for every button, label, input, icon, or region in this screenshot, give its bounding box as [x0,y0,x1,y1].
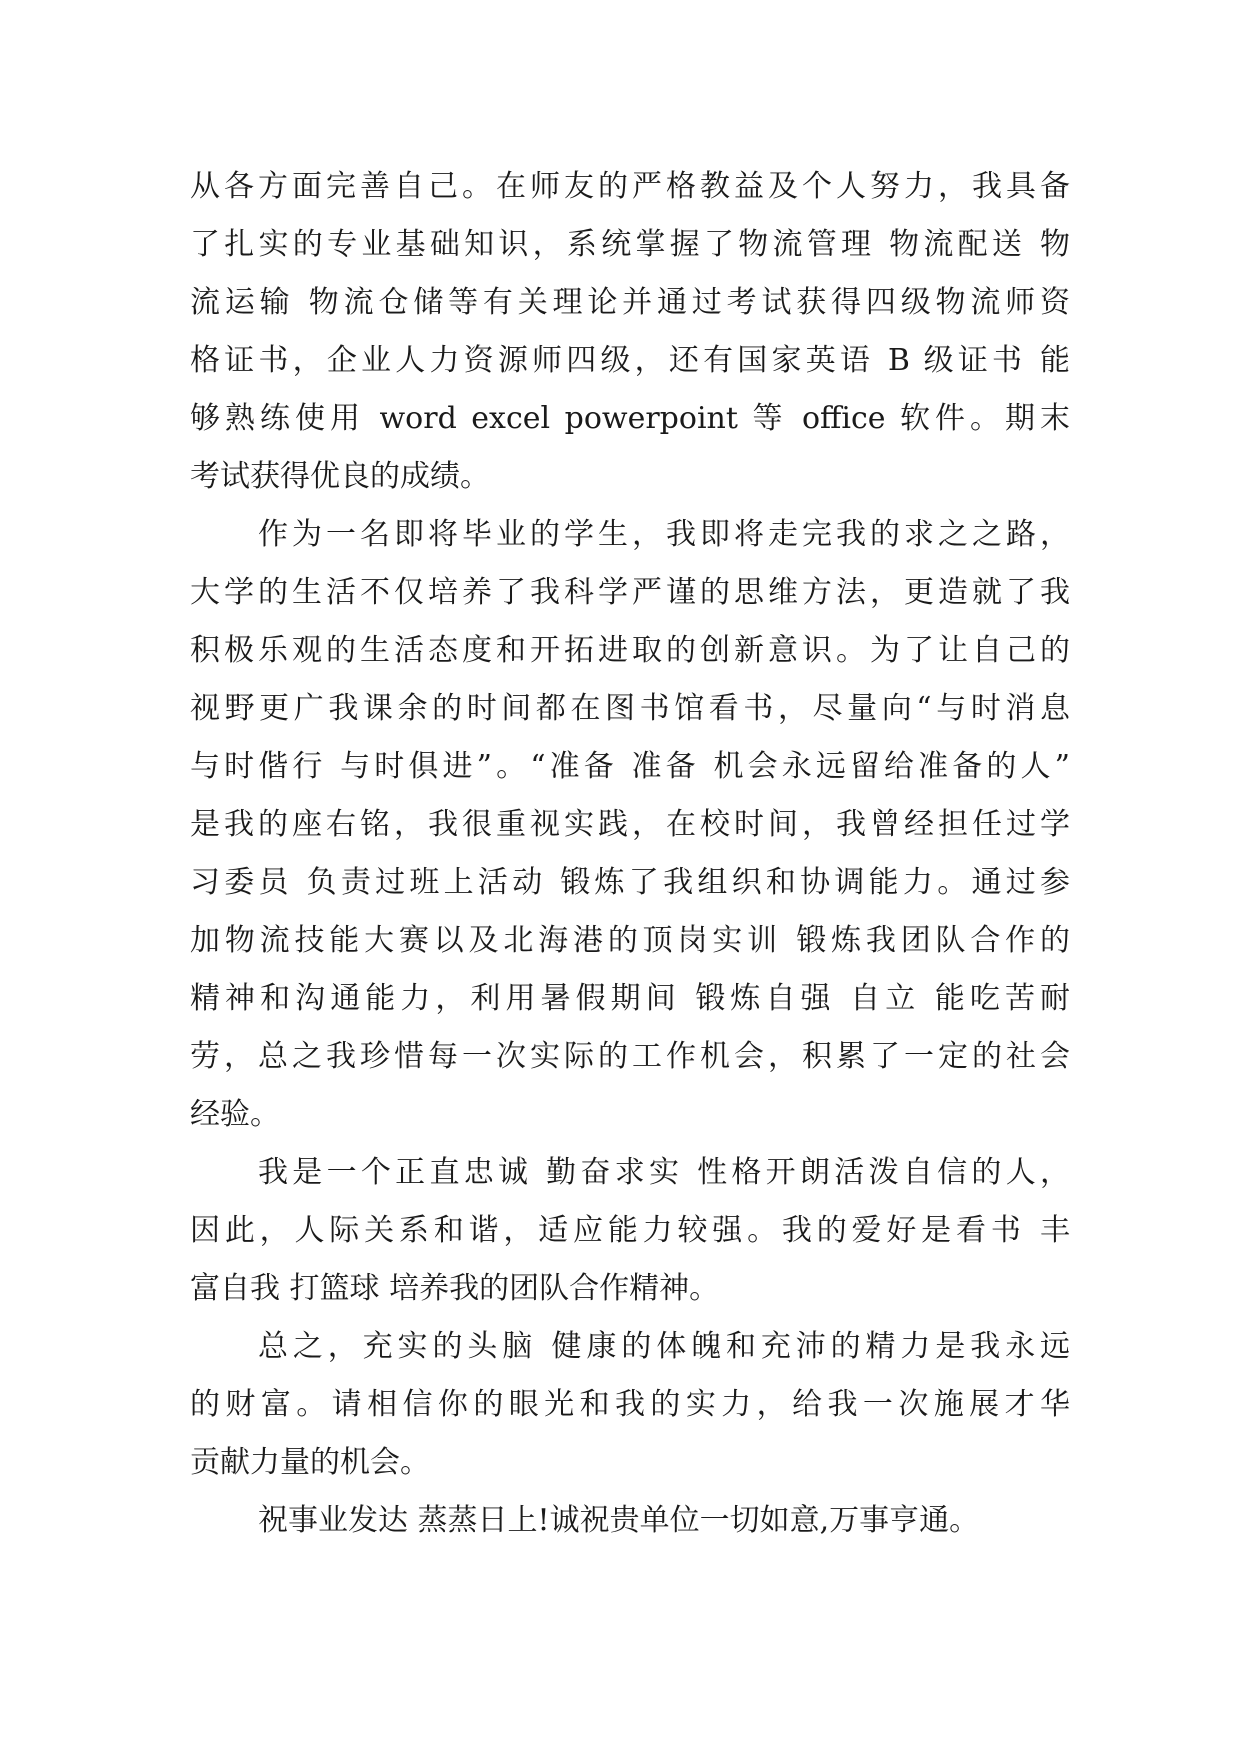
text-line: 总之，充实的头脑 健康的体魄和充沛的精力是我永远 [258,1329,1070,1364]
text-line: 因此，人际关系和谐，适应能力较强。我的爱好是看书 丰 [190,1213,1070,1248]
text-line: 贡献力量的机会。 [190,1445,430,1480]
text-line: 富自我 打篮球 培养我的团队合作精神。 [190,1271,720,1306]
text-line: 了扎实的专业基础知识，系统掌握了物流管理 物流配送 物 [190,227,1070,262]
text-line: 作为一名即将毕业的学生，我即将走完我的求之之路， [258,517,1070,552]
text-line: 流运输 物流仓储等有关理论并通过考试获得四级物流师资 [190,285,1070,320]
text-line: 大学的生活不仅培养了我科学严谨的思维方法，更造就了我 [190,575,1070,610]
text-line: 祝事业发达 蒸蒸日上!诚祝贵单位一切如意,万事亨通。 [258,1503,980,1538]
text-line: 加物流技能大赛以及北海港的顶岗实训 锻炼我团队合作的 [190,923,1070,958]
text-line: 够熟练使用 word excel powerpoint 等 office 软件。期末 [190,401,1070,436]
text-line: 是我的座右铭，我很重视实践，在校时间，我曾经担任过学 [190,807,1070,842]
text-line: 积极乐观的生活态度和开拓进取的创新意识。为了让自己的 [190,633,1070,668]
text-line: 考试获得优良的成绩。 [190,459,490,494]
text-line: 从各方面完善自己。在师友的严格教益及个人努力，我具备 [190,169,1070,204]
text-line: 与时偕行 与时俱进”。“准备 准备 机会永远留给准备的人” [190,749,1070,784]
text-line: 我是一个正直忠诚 勤奋求实 性格开朗活泼自信的人， [258,1155,1070,1190]
paragraph-5 [190,1492,1070,1550]
text-line: 视野更广我课余的时间都在图书馆看书，尽量向“与时消息 [190,691,1070,726]
text-line: 习委员 负责过班上活动 锻炼了我组织和协调能力。通过参 [190,865,1070,900]
text-line: 经验。 [190,1097,280,1132]
paragraph-1 [190,158,1070,506]
body-text [190,158,1070,1550]
text-line: 的财富。请相信你的眼光和我的实力，给我一次施展才华 [190,1387,1070,1422]
text-line: 劳，总之我珍惜每一次实际的工作机会，积累了一定的社会 [190,1039,1070,1074]
paragraph-2 [190,506,1070,1144]
paragraph-3 [190,1144,1070,1318]
text-line: 格证书，企业人力资源师四级，还有国家英语 B 级证书 能 [190,343,1070,378]
text-line: 精神和沟通能力，利用暑假期间 锻炼自强 自立 能吃苦耐 [190,981,1070,1016]
paragraph-4 [190,1318,1070,1492]
